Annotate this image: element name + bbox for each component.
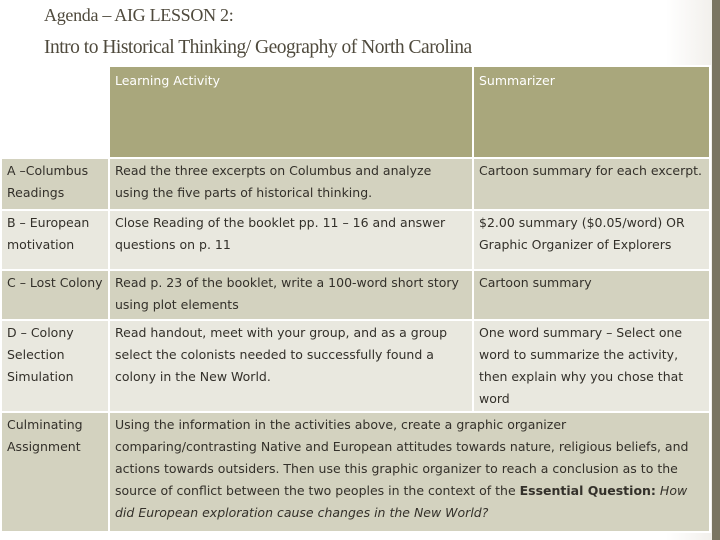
agenda-table bbox=[0, 65, 711, 533]
culminating-text bbox=[109, 412, 710, 532]
right-edge-band bbox=[712, 0, 720, 540]
culminating-body: Using the information in the activities above, create a graphic organizer comparing/contrasting Native and European attitudes towards nature, religious beliefs, and actions towards outsiders. Then use this graphic organizer to reach a conclusion as to the source of conflict between the two peoples in the context of the bbox=[115, 417, 689, 498]
culminating-row bbox=[1, 412, 710, 532]
table-row bbox=[1, 210, 710, 270]
row-label: B – European motivation bbox=[1, 210, 109, 270]
header-summarizer: Summarizer bbox=[473, 66, 710, 158]
row-summarizer: $2.00 summary ($0.05/word) OR Graphic Organizer of Explorers bbox=[473, 210, 710, 270]
row-label: C – Lost Colony bbox=[1, 270, 109, 320]
row-activity: Close Reading of the booklet pp. 11 – 16 and answer questions on p. 11 bbox=[109, 210, 473, 270]
title-lesson: LESSON 2: bbox=[149, 5, 234, 25]
title-prefix: Agenda – AIG bbox=[44, 5, 150, 25]
table-row bbox=[1, 270, 710, 320]
essential-question-label: Essential Question: bbox=[519, 483, 656, 498]
row-activity: Read the three excerpts on Columbus and analyze using the five parts of historical thinking. bbox=[109, 158, 473, 210]
table-header-row bbox=[1, 66, 710, 158]
slide-title-line2: Intro to Historical Thinking/ Geography of North Carolina bbox=[44, 37, 472, 58]
row-activity: Read handout, meet with your group, and as a group select the colonists needed to successfully found a colony in the New World. bbox=[109, 320, 473, 412]
row-summarizer: Cartoon summary bbox=[473, 270, 710, 320]
slide-title-line1 bbox=[44, 5, 233, 26]
row-summarizer: Cartoon summary for each excerpt. bbox=[473, 158, 710, 210]
essential-question: How did European exploration cause changes in the New World? bbox=[115, 483, 688, 520]
row-label: D – Colony Selection Simulation bbox=[1, 320, 109, 412]
culminating-label: Culminating Assignment bbox=[1, 412, 109, 532]
header-blank-cell bbox=[1, 66, 109, 158]
table-row bbox=[1, 158, 710, 210]
row-label: A –Columbus Readings bbox=[1, 158, 109, 210]
row-activity: Read p. 23 of the booklet, write a 100-word short story using plot elements bbox=[109, 270, 473, 320]
header-learning-activity: Learning Activity bbox=[109, 66, 473, 158]
row-summarizer: One word summary – Select one word to summarize the activity, then explain why you chose that word bbox=[473, 320, 710, 412]
table-row bbox=[1, 320, 710, 412]
